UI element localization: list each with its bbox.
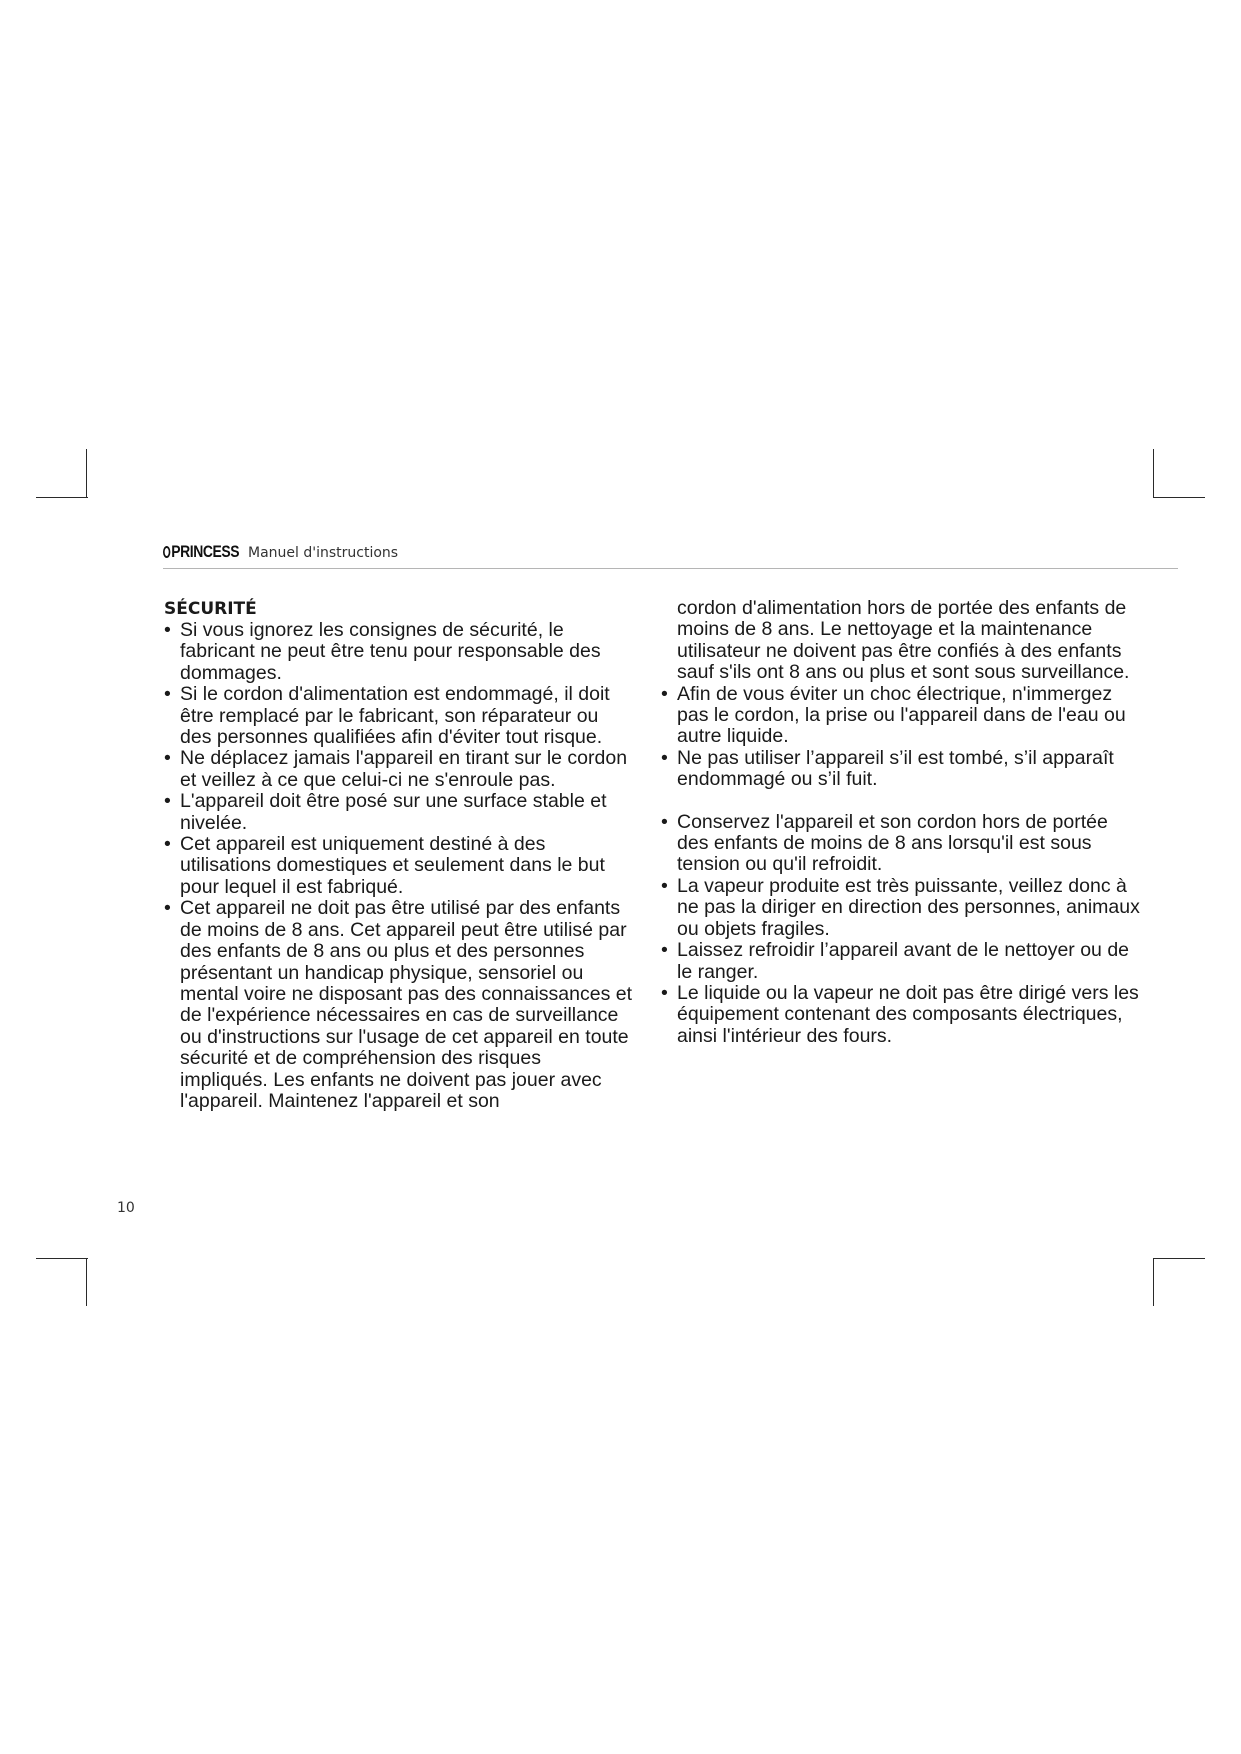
list-item: • Laissez refroidir l’appareil avant de le nettoyer ou de le ranger.	[661, 940, 1141, 983]
crop-mark-top-left-h	[36, 497, 88, 498]
brand-mark-icon	[163, 546, 170, 558]
crop-mark-bottom-right-h	[1153, 1258, 1205, 1259]
list-item: • L'appareil doit être posé sur une surface stable et nivelée.	[164, 791, 634, 834]
crop-mark-bottom-left-h	[36, 1258, 88, 1259]
list-item: • Afin de vous éviter un choc électrique, n'immergez pas le cordon, la prise ou l'appareil dans de l'eau ou autre liquide.	[661, 684, 1141, 748]
brand-logo	[163, 542, 239, 562]
brand-name: PRINCESS	[171, 542, 240, 561]
list-item: • Ne déplacez jamais l'appareil en tirant sur le cordon et veillez à ce que celui-ci ne s'enroule pas.	[164, 748, 634, 791]
header-subtitle: Manuel d'instructions	[248, 545, 399, 561]
paragraph-gap	[661, 791, 1141, 812]
continued-text: cordon d'alimentation hors de portée des enfants de moins de 8 ans. Le nettoyage et la maintenance utilisateur ne doivent pas être confiés à des enfants sauf s'ils ont 8 ans ou plus et sont sous surveillance.	[677, 597, 1130, 684]
list-item: • Cet appareil ne doit pas être utilisé par des enfants de moins de 8 ans. Cet appareil peut être utilisé par des enfants de 8 ans ou plus et des personnes présentant un handicap physique, sensoriel ou mental voire ne disposant pas des connaissances et de l'expérience nécessaires en cas de surveillance ou d'instructions sur l'usage de cet appareil en toute sécurité et de compréhension des risques impliqués. Les enfants ne doivent pas jouer avec l'appareil. Maintenez l'appareil et son	[164, 898, 634, 1112]
crop-mark-bottom-left-v	[86, 1258, 87, 1306]
list-item: • Si vous ignorez les consignes de sécurité, le fabricant ne peut être tenu pour responsable des dommages.	[164, 620, 634, 684]
list-item: • Conservez l'appareil et son cordon hors de portée des enfants de moins de 8 ans lorsqu'il est sous tension ou qu'il refroidit.	[661, 812, 1141, 876]
list-item: • Le liquide ou la vapeur ne doit pas être dirigé vers les équipement contenant des composants électriques, ainsi l'intérieur des fours.	[661, 983, 1141, 1047]
page-header	[163, 542, 1178, 568]
left-safety-list	[164, 620, 634, 1112]
header-divider	[163, 568, 1178, 569]
right-column	[661, 598, 1141, 1047]
crop-mark-top-right-v	[1153, 449, 1154, 497]
right-safety-list-a	[661, 684, 1141, 791]
page-number: 10	[117, 1200, 135, 1216]
list-item: • La vapeur produite est très puissante, veillez donc à ne pas la diriger en direction des personnes, animaux ou objets fragiles.	[661, 876, 1141, 940]
list-item: • Si le cordon d'alimentation est endommagé, il doit être remplacé par le fabricant, son réparateur ou des personnes qualifiées afin d'éviter tout risque.	[164, 684, 634, 748]
right-safety-list-b	[661, 812, 1141, 1047]
list-item: • Ne pas utiliser l’appareil s’il est tombé, s’il apparaît endommagé ou s’il fuit.	[661, 748, 1141, 791]
crop-mark-top-left-v	[86, 449, 87, 497]
section-heading: SÉCURITÉ	[164, 599, 257, 619]
crop-mark-bottom-right-v	[1153, 1258, 1154, 1306]
list-item: • Cet appareil est uniquement destiné à des utilisations domestiques et seulement dans le but pour lequel il est fabriqué.	[164, 834, 634, 898]
left-column	[164, 598, 634, 1112]
crop-mark-top-right-h	[1153, 497, 1205, 498]
